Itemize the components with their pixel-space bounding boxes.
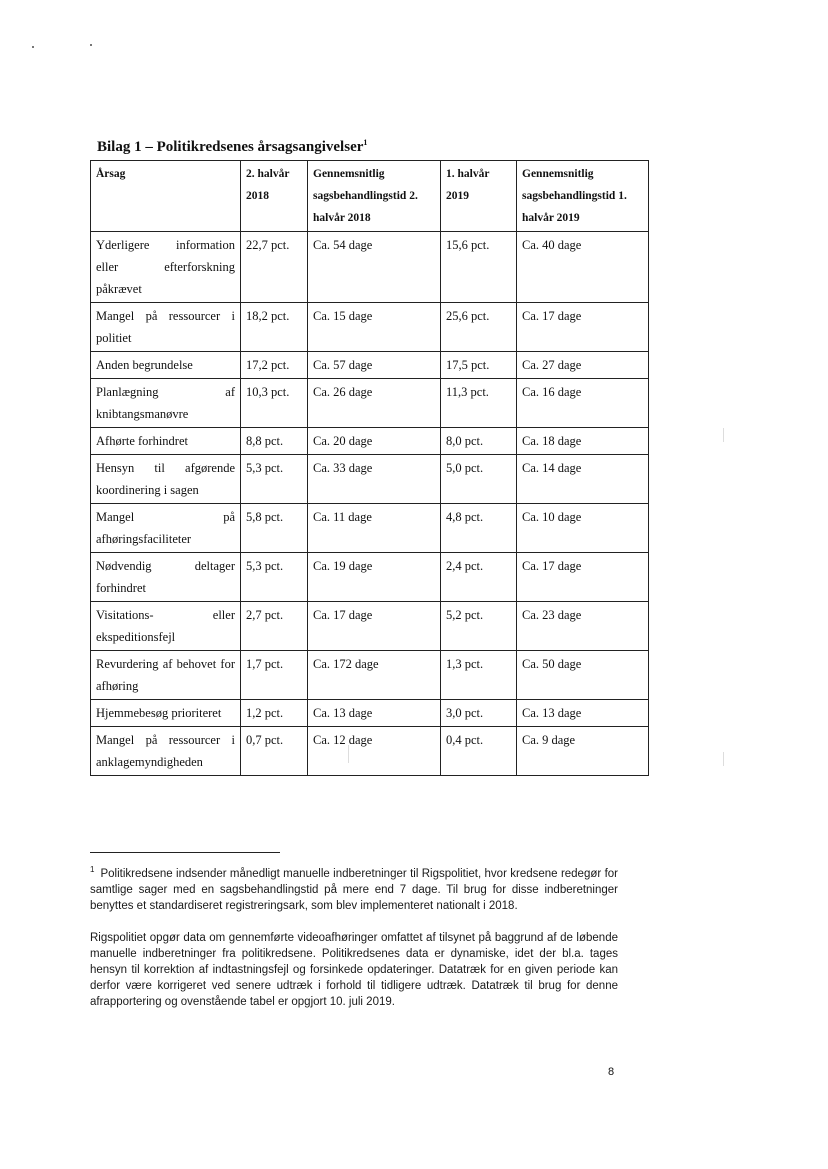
table-row [91,504,649,553]
cell-time-2019: Ca. 10 dage [517,504,649,553]
header-cause: Årsag [91,161,241,232]
header-h2-2018: 2. halvår 2018 [241,161,308,232]
cell-share-2019: 15,6 pct. [441,232,517,303]
page-number: 8 [608,1066,615,1078]
cell-time-2019: Ca. 9 dage [517,727,649,776]
cell-cause: Anden begrundelse [91,352,241,379]
cell-share-2019: 4,8 pct. [441,504,517,553]
cause-table [90,160,649,776]
table-row [91,303,649,352]
cell-share-2019: 1,3 pct. [441,651,517,700]
cell-time-2018: Ca. 172 dage [308,651,441,700]
header-time-2018: Gennemsnitlig sagsbehandlingstid 2. halvår 2018 [308,161,441,232]
table-row [91,700,649,727]
cell-share-2018: 5,8 pct. [241,504,308,553]
scan-line [723,752,724,766]
footnote-separator [90,852,280,853]
cell-cause: Mangel på ressourcer i anklagemyndigheden [91,727,241,776]
cell-cause: Hensyn til afgørende koordinering i sagen [91,455,241,504]
appendix-heading [97,138,367,156]
footnote-paragraph-2: Rigspolitiet opgør data om gennemførte videoafhøringer omfattet af tilsynet på baggrund af de løbende manuelle indberetninger fra politikredsene. Politikredsenes data er dynamiske, idet der bl.a. tages hensyn til korrektion af indtastningsfejl og forsinkede opdateringer. Datatræk for en given periode kan derfor være korrigeret ved senere udtræk i forhold til tidligere udtræk. Datatræk til brug for denne afrapportering og ovenstående tabel er opgjort 10. juli 2019. [90,931,618,1008]
footnote-text-1: Politikredsene indsender månedligt manuelle indberetninger til Rigspolitiet, hvor kredsene redegør for samtlige sager med en sagsbehandlingstid på mere end 7 dage. Til brug for disse indberetninger benyttes et standardiseret registreringsark, som blev implementeret nationalt i 2018. [90,867,618,912]
cell-time-2019: Ca. 17 dage [517,303,649,352]
cell-time-2018: Ca. 15 dage [308,303,441,352]
cell-time-2018: Ca. 54 dage [308,232,441,303]
cell-time-2019: Ca. 14 dage [517,455,649,504]
scan-line [723,428,724,442]
cell-share-2018: 1,7 pct. [241,651,308,700]
cell-cause: Nødvendig deltager forhindret [91,553,241,602]
cell-share-2019: 3,0 pct. [441,700,517,727]
footnote-reference: 1 [363,138,368,147]
footnote [90,862,618,1026]
cell-cause: Planlægning af knibtangsmanøvre [91,379,241,428]
table-row [91,455,649,504]
table-row [91,428,649,455]
cell-share-2019: 25,6 pct. [441,303,517,352]
cell-cause: Revurdering af behovet for afhøring [91,651,241,700]
cell-share-2019: 5,0 pct. [441,455,517,504]
cell-share-2018: 22,7 pct. [241,232,308,303]
cell-time-2019: Ca. 27 dage [517,352,649,379]
cell-share-2018: 5,3 pct. [241,553,308,602]
cell-time-2018: Ca. 12 dage [308,727,441,776]
cell-cause: Afhørte forhindret [91,428,241,455]
cell-time-2018: Ca. 57 dage [308,352,441,379]
cell-cause: Visitations- eller ekspeditionsfejl [91,602,241,651]
cell-share-2019: 0,4 pct. [441,727,517,776]
cell-cause: Mangel på ressourcer i politiet [91,303,241,352]
header-time-2019: Gennemsnitlig sagsbehandlingstid 1. halvår 2019 [517,161,649,232]
table-row [91,352,649,379]
cell-time-2019: Ca. 17 dage [517,553,649,602]
cell-time-2018: Ca. 11 dage [308,504,441,553]
cell-share-2018: 18,2 pct. [241,303,308,352]
cell-time-2018: Ca. 19 dage [308,553,441,602]
table-row [91,651,649,700]
footnote-mark: 1 [90,865,95,874]
cell-time-2019: Ca. 23 dage [517,602,649,651]
cell-time-2018: Ca. 13 dage [308,700,441,727]
header-h1-2019: 1. halvår 2019 [441,161,517,232]
cell-share-2019: 5,2 pct. [441,602,517,651]
cell-share-2018: 0,7 pct. [241,727,308,776]
cell-cause: Mangel på afhøringsfaciliteter [91,504,241,553]
table-row [91,232,649,303]
table-row [91,379,649,428]
table-row [91,553,649,602]
cell-share-2018: 17,2 pct. [241,352,308,379]
cell-share-2018: 2,7 pct. [241,602,308,651]
cell-time-2018: Ca. 17 dage [308,602,441,651]
cell-time-2019: Ca. 13 dage [517,700,649,727]
cell-time-2019: Ca. 16 dage [517,379,649,428]
cell-time-2019: Ca. 18 dage [517,428,649,455]
table-row [91,727,649,776]
scan-speck [32,46,34,48]
cell-share-2019: 8,0 pct. [441,428,517,455]
cell-share-2018: 8,8 pct. [241,428,308,455]
cell-share-2018: 1,2 pct. [241,700,308,727]
cell-cause: Hjemmebesøg prioriteret [91,700,241,727]
cell-time-2019: Ca. 50 dage [517,651,649,700]
cell-share-2018: 10,3 pct. [241,379,308,428]
cell-share-2019: 11,3 pct. [441,379,517,428]
cell-time-2018: Ca. 26 dage [308,379,441,428]
cell-share-2019: 17,5 pct. [441,352,517,379]
cell-share-2018: 5,3 pct. [241,455,308,504]
cell-share-2019: 2,4 pct. [441,553,517,602]
cell-cause: Yderligere information eller efterforskning påkrævet [91,232,241,303]
scan-speck [90,44,92,46]
appendix-title: Bilag 1 – Politikredsenes årsagsangivelser [97,139,364,155]
cell-time-2018: Ca. 20 dage [308,428,441,455]
table-header-row [91,161,649,232]
table-row [91,602,649,651]
cell-time-2018: Ca. 33 dage [308,455,441,504]
footnote-paragraph-1 [90,862,618,914]
cell-time-2019: Ca. 40 dage [517,232,649,303]
